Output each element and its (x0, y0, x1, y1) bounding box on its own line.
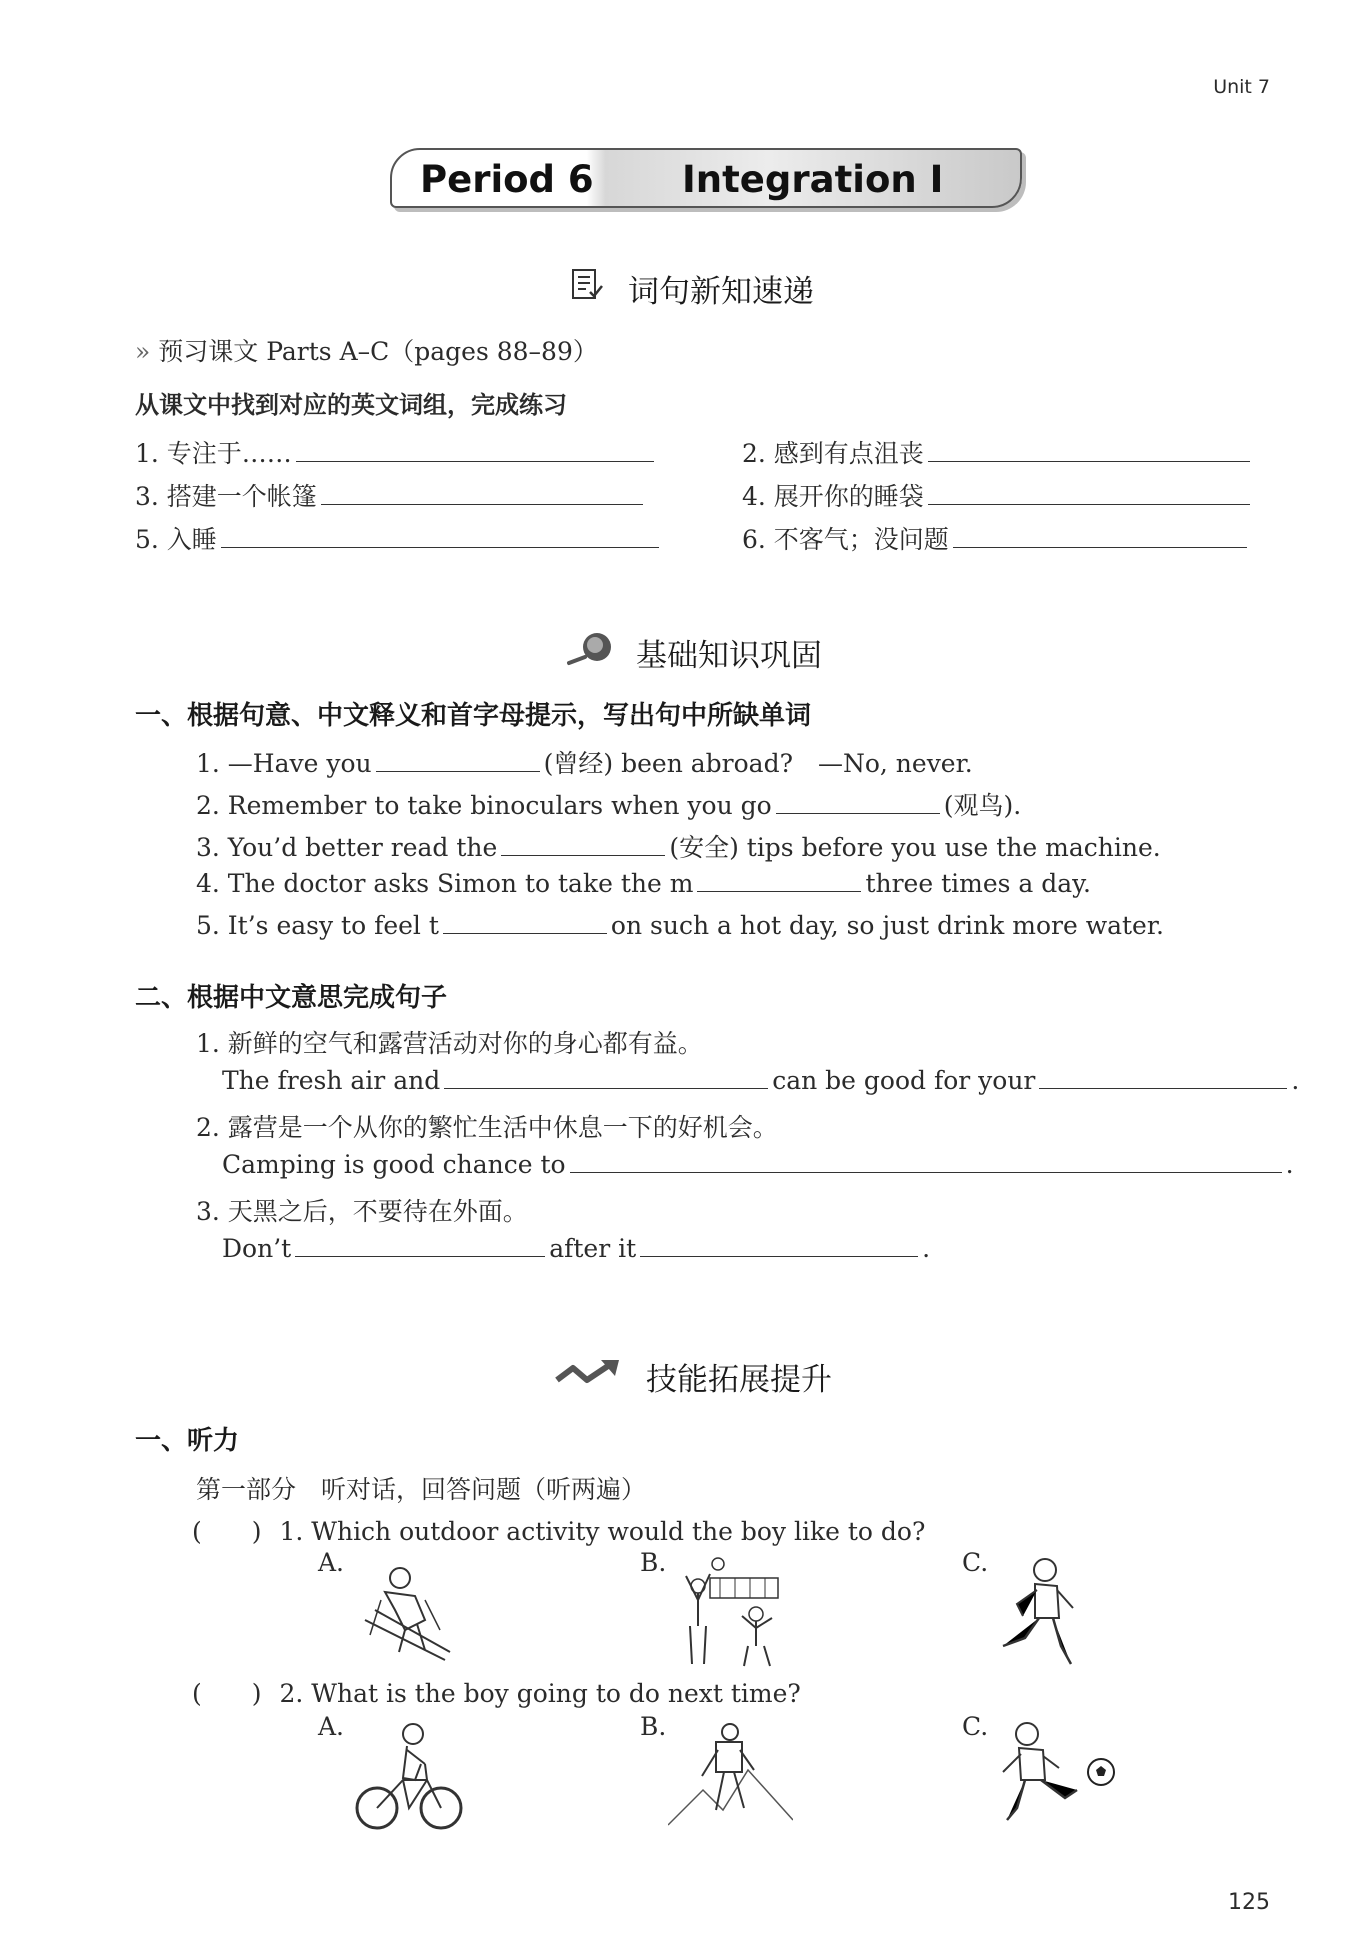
translate-question-3-en: Don’t after it . (222, 1234, 931, 1263)
document-icon (570, 268, 604, 306)
answer-blank[interactable] (697, 890, 861, 892)
section-title-vocab: 词句新知速递 (628, 274, 814, 310)
fill-question-3: 3. You’d better read the (安全) tips before you use the machine. (196, 833, 1161, 862)
answer-paren[interactable]: ( ) (192, 1679, 262, 1708)
answer-paren[interactable]: ( ) (192, 1517, 262, 1546)
answer-blank[interactable] (570, 1171, 1282, 1173)
translate-question-2-zh: 2. 露营是一个从你的繁忙生活中休息一下的好机会。 (196, 1113, 778, 1142)
section-title-skills: 技能拓展提升 (646, 1362, 832, 1398)
answer-blank[interactable] (376, 770, 540, 772)
answer-blank[interactable] (640, 1255, 918, 1257)
double-chevron-icon: » (135, 337, 151, 366)
hiking-picture[interactable] (668, 1720, 793, 1839)
preview-line (135, 332, 598, 368)
skiing-picture[interactable] (355, 1560, 455, 1674)
option-label-a: A. (318, 1548, 345, 1577)
option-label-a: A. (318, 1712, 345, 1741)
period-number: Period 6 (420, 158, 594, 201)
vocab-item-2: 2. 感到有点沮丧 (742, 434, 1254, 470)
option-label-b: B. (640, 1712, 667, 1741)
fill-question-5: 5. It’s easy to feel t on such a hot day, so just drink more water. (196, 911, 1164, 940)
answer-blank[interactable] (928, 460, 1250, 462)
vocab-item-4: 4. 展开你的睡袋 (742, 477, 1254, 513)
listening-sub-heading: 第一部分 听对话，回答问题（听两遍） (196, 1475, 647, 1504)
option-label-c: C. (962, 1712, 989, 1741)
listening-heading: 一、听力 (135, 1426, 240, 1456)
period-title: Integration I (682, 158, 944, 201)
football-picture[interactable] (995, 1720, 1125, 1839)
volleyball-picture[interactable] (680, 1556, 790, 1675)
part1-heading: 一、根据句意、中文释义和首字母提示，写出句中所缺单词 (135, 701, 812, 731)
answer-blank[interactable] (221, 546, 659, 548)
preview-text: 预习课文 Parts A–C（pages 88–89） (158, 337, 598, 366)
page-number: 125 (1228, 1890, 1270, 1915)
answer-blank[interactable] (295, 1255, 545, 1257)
listening-question-2: ( ) 2. What is the boy going to do next time? (192, 1679, 801, 1708)
answer-blank[interactable] (953, 546, 1247, 548)
fill-question-1: 1. —Have you (曾经) been abroad? —No, never. (196, 749, 973, 778)
answer-blank[interactable] (443, 932, 607, 934)
vocab-item-3: 3. 搭建一个帐篷 (135, 477, 647, 513)
period-banner (390, 148, 1022, 208)
answer-blank[interactable] (444, 1087, 768, 1089)
section-title-basic: 基础知识巩固 (636, 638, 822, 674)
option-label-b: B. (640, 1548, 667, 1577)
trend-arrow-icon (553, 1356, 623, 1396)
vocab-item-6: 6. 不客气；没问题 (742, 520, 1251, 556)
translate-question-3-zh: 3. 天黑之后，不要待在外面。 (196, 1197, 528, 1226)
answer-blank[interactable] (928, 503, 1250, 505)
translate-question-2-en: Camping is good chance to . (222, 1150, 1294, 1179)
option-label-c: C. (962, 1548, 989, 1577)
instruction: 从课文中找到对应的英文词组，完成练习 (135, 391, 567, 419)
unit-label: Unit 7 (1213, 76, 1270, 98)
translate-question-1-en: The fresh air and can be good for your . (222, 1066, 1300, 1095)
listening-question-1: ( ) 1. Which outdoor activity would the boy like to do? (192, 1517, 926, 1546)
answer-blank[interactable] (776, 812, 940, 814)
cycling-picture[interactable] (355, 1720, 465, 1839)
fill-question-2: 2. Remember to take binoculars when you go (观鸟). (196, 791, 1022, 820)
fill-question-4: 4. The doctor asks Simon to take the m three times a day. (196, 869, 1091, 898)
vocab-item-5: 5. 入睡 (135, 520, 663, 556)
part2-heading: 二、根据中文意思完成句子 (135, 983, 448, 1013)
answer-blank[interactable] (1039, 1087, 1287, 1089)
vocab-item-1: 1. 专注于…… (135, 434, 658, 470)
answer-blank[interactable] (321, 503, 643, 505)
translate-question-1-zh: 1. 新鲜的空气和露营活动对你的身心都有益。 (196, 1029, 703, 1058)
answer-blank[interactable] (501, 854, 665, 856)
answer-blank[interactable] (296, 460, 654, 462)
running-picture[interactable] (995, 1556, 1085, 1675)
magnifier-icon (565, 630, 615, 670)
